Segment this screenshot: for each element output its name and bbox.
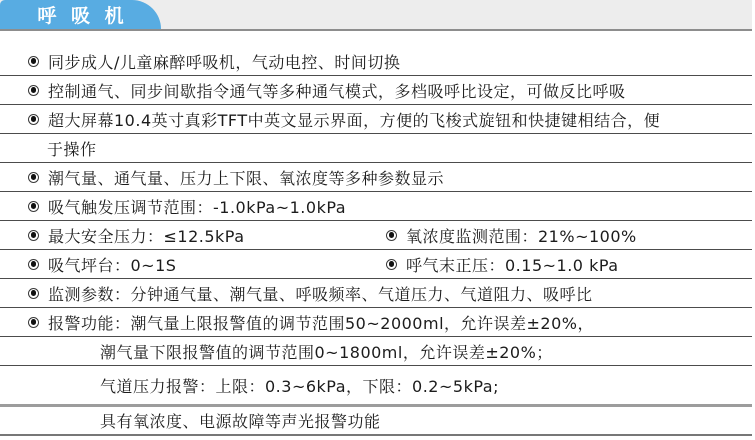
spec-row-plateau-peep — [0, 250, 752, 279]
fisheye-bullet-icon — [28, 317, 39, 328]
spec-row-alarm-line2 — [0, 337, 752, 366]
spec-row-display-line2 — [0, 134, 752, 163]
fisheye-bullet-icon — [28, 56, 39, 67]
header-spacer — [0, 31, 755, 47]
spec-text: 控制通气、同步间歇指令通气等多种通气模式，多档吸呼比设定，可做反比呼吸 — [48, 81, 626, 101]
spec-text: 具有氧浓度、电源故障等声光报警功能 — [100, 412, 381, 431]
spec-text: 吸气触发压调节范围：-1.0kPa~1.0kPa — [48, 197, 347, 217]
spec-row-parameter-display — [0, 163, 752, 192]
fisheye-bullet-icon — [386, 259, 397, 270]
spec-text: 报警功能：潮气量上限报警值的调节范围50~2000ml，允许误差±20%， — [48, 313, 594, 333]
spec-text: 于操作 — [47, 139, 97, 159]
spec-row-trigger-pressure — [0, 192, 752, 221]
fisheye-bullet-icon — [28, 288, 39, 299]
fisheye-bullet-icon — [28, 259, 39, 270]
spec-row-sync-modes — [0, 47, 752, 76]
spec-row-alarm-line3 — [0, 366, 752, 407]
spec-text: 潮气量、通气量、压力上下限、氧浓度等多种参数显示 — [48, 168, 445, 188]
spec-row-max-pressure-oxygen — [0, 221, 752, 250]
fisheye-bullet-icon — [28, 114, 39, 125]
section-header — [0, 0, 752, 31]
spec-row-display-line1 — [0, 105, 752, 134]
section-header-tab — [0, 0, 161, 29]
spec-row-monitor-params — [0, 279, 752, 308]
spec-text: 潮气量下限报警值的调节范围0~1800ml，允许误差±20%； — [100, 342, 553, 362]
spec-text-right: 氧浓度监测范围：21%~100% — [406, 226, 637, 246]
fisheye-bullet-icon — [28, 172, 39, 183]
spec-table — [0, 47, 752, 436]
spec-text-right: 呼气末正压：0.15~1.0 kPa — [406, 255, 619, 275]
spec-text: 超大屏幕10.4英寸真彩TFT中英文显示界面，方便的飞梭式旋钮和快捷键相结合，便 — [48, 110, 661, 130]
fisheye-bullet-icon — [386, 230, 397, 241]
spec-text-left: 最大安全压力：≤12.5kPa — [48, 226, 245, 246]
spec-row-ventilation-modes — [0, 76, 752, 105]
spec-text: 监测参数：分钟通气量、潮气量、呼吸频率、气道压力、气道阻力、吸呼比 — [48, 284, 593, 304]
fisheye-bullet-icon — [28, 230, 39, 241]
fisheye-bullet-icon — [28, 85, 39, 96]
spec-text: 气道压力报警：上限：0.3~6kPa，下限：0.2~5kPa; — [100, 376, 499, 396]
spec-text: 同步成人/儿童麻醉呼吸机，气动电控、时间切换 — [48, 52, 401, 72]
spec-text-left: 吸气坪台：0~1S — [48, 255, 177, 275]
spec-row-alarm-line4 — [0, 407, 752, 436]
spec-row-alarm-line1 — [0, 308, 752, 337]
page-title: 呼 吸 机 — [37, 5, 128, 27]
fisheye-bullet-icon — [28, 201, 39, 212]
